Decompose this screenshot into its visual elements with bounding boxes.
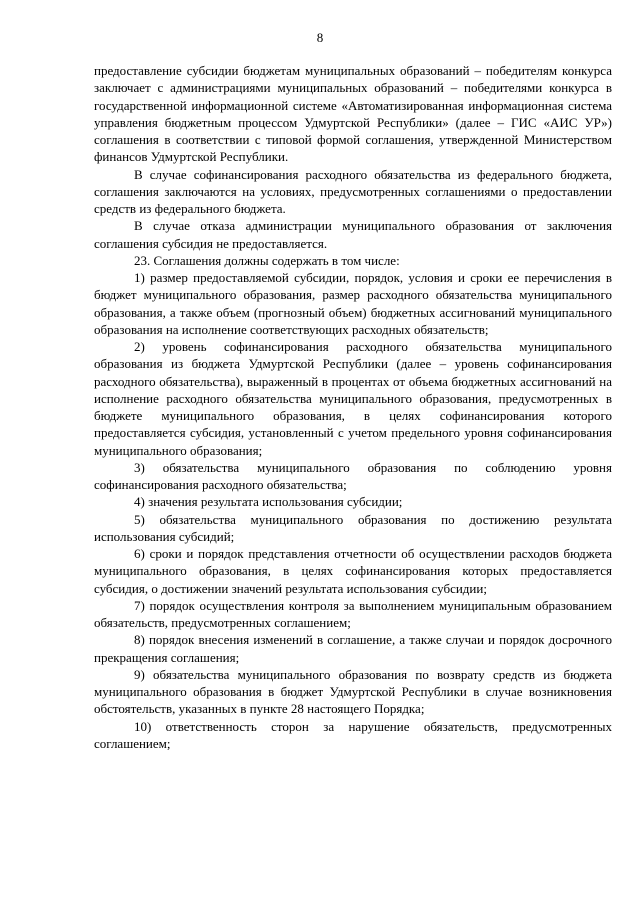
clause-item-3: 3) обязательства муниципального образования по соблюдению уровня софинансирования расходного обязательства; (94, 459, 612, 492)
body-text (94, 62, 612, 752)
paragraph-refusal: В случае отказа администрации муниципального образования от заключения соглашения субсидия не предоставляется. (94, 218, 612, 251)
paragraph-continuation: предоставление субсидии бюджетам муниципальных образований – победителям конкурса заключает с администрациями муниципальных образований – победителями конкурса в государственной информационной системе «Автоматизированная информационная система управления бюджетным процессом Удмуртской Республики» (далее – ГИС «АИС УР») соглашения в соответствии с типовой формой соглашения, утвержденной Министерством финансов Удмуртской Республики. (94, 63, 612, 165)
clause-item-1: 1) размер предоставляемой субсидии, порядок, условия и сроки ее перечисления в бюджет муниципального образования, размер расходного обязательства муниципального образования, а также объем (прогнозный объем) бюджетных ассигнований муниципального образования на исполнение соответствующих расходных обязательств; (94, 270, 612, 337)
clause-23-heading: 23. Соглашения должны содержать в том числе: (134, 252, 400, 268)
clause-item-7: 7) порядок осуществления контроля за выполнением муниципальным образованием обязательств, предусмотренных соглашением; (94, 597, 612, 630)
clause-item-8: 8) порядок внесения изменений в соглашение, а также случаи и порядок досрочного прекращения соглашения; (94, 632, 612, 665)
clause-item-4: 4) значения результата использования субсидии; (134, 494, 403, 510)
clause-item-10: 10) ответственность сторон за нарушение обязательств, предусмотренных соглашением; (94, 718, 612, 751)
clause-item-6: 6) сроки и порядок представления отчетности об осуществлении расходов бюджета муниципального образования, в целях софинансирования которых предоставляется субсидия, о достижении значений результата использования субсидии; (94, 546, 612, 596)
clause-item-2: 2) уровень софинансирования расходного обязательства муниципального образования из бюджета Удмуртской Республики (далее – уровень софинансирования расходного обязательства), выраженный в процентах от объема бюджетных ассигнований на исполнение расходного обязательства муниципального образования, предусмотренных в бюджете муниципального образования, в целях софинансирования которого предоставляется субсидия, установленный с учетом предельного уровня софинансирования муниципального образования; (94, 339, 612, 458)
clause-item-9: 9) обязательства муниципального образования по возврату средств из бюджета муниципального образования в бюджет Удмуртской Республики в случае возникновения обстоятельств, указанных в пункте 28 настоящего Порядка; (94, 666, 612, 717)
page-number: 8 (316, 30, 324, 45)
clause-item-5: 5) обязательства муниципального образования по достижению результата использования субсидий; (94, 511, 612, 544)
paragraph-federal-cofinancing: В случае софинансирования расходного обязательства из федерального бюджета, соглашения заключаются на условиях, предусмотренных соглашениями о предоставлении средств из федерального бюджета. (94, 166, 612, 216)
